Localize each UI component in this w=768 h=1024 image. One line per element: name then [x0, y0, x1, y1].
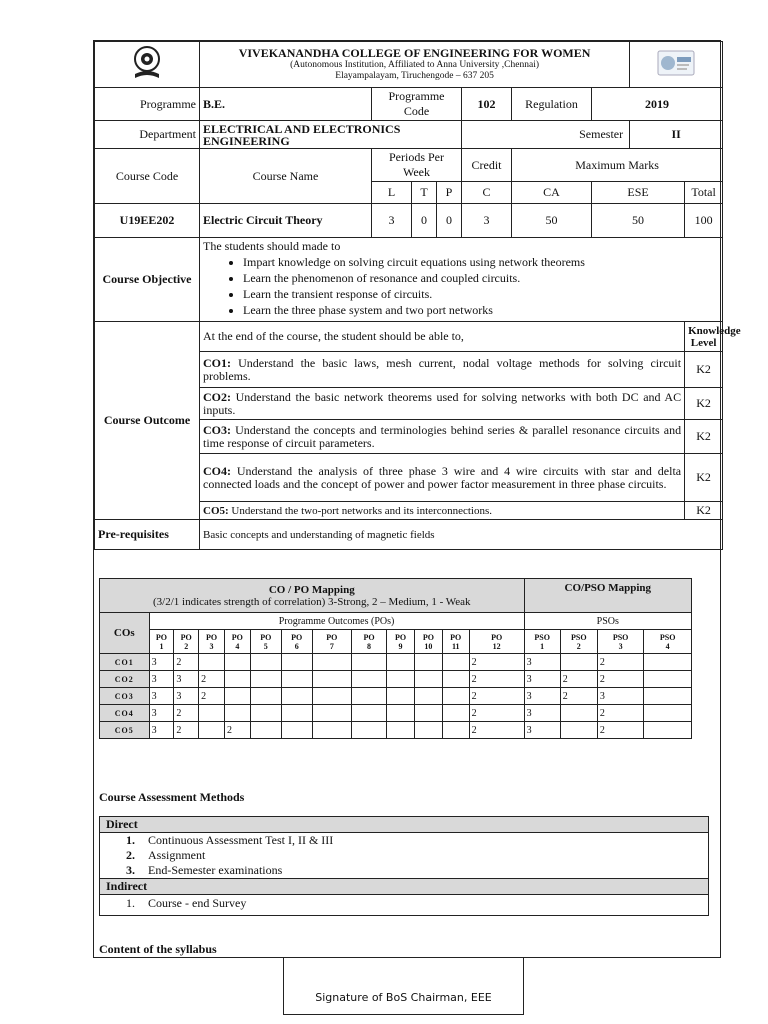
po-cell: 3 [149, 688, 174, 705]
pso-cell: 2 [560, 688, 597, 705]
outcome-co5: CO5: Understand the two-port networks and its interconnections. [200, 502, 685, 520]
po-cell [281, 654, 312, 671]
objective-item: • Impart knowledge on solving circuit equations using network theorems [243, 254, 719, 270]
po-cell: 2 [174, 654, 199, 671]
po-cell [250, 654, 281, 671]
periods-header: Periods Per Week [372, 149, 462, 182]
pso-cell: 3 [524, 654, 560, 671]
mapping-rows [100, 654, 692, 739]
credit-header: Credit [462, 149, 512, 182]
college-logo-cell [95, 42, 200, 88]
regulation-label: Regulation [512, 88, 592, 121]
direct-item: 1. Continuous Assessment Test I, II & III [126, 833, 334, 847]
po-cell: 2 [199, 688, 225, 705]
pso-header: PSO 4 [644, 630, 692, 654]
prerequisites-label: Pre-requisites [95, 520, 200, 550]
po-cell [250, 722, 281, 739]
objective-intro: The students should made to [203, 239, 341, 253]
po-cell [351, 688, 386, 705]
outcome-intro: At the end of the course, the student should be able to, [200, 322, 685, 352]
assessment-box [99, 816, 709, 916]
po-cell [442, 688, 469, 705]
pso-header: PSO 1 [524, 630, 560, 654]
po-cell [281, 671, 312, 688]
pso-cell: 2 [597, 722, 643, 739]
co-po-subtitle: (3/2/1 indicates strength of correlation) 3-Strong, 2 – Medium, 1 - Weak [153, 595, 471, 608]
semester-label: Semester [462, 121, 630, 149]
po-cell [281, 705, 312, 722]
course-ca: 50 [512, 204, 592, 238]
po-cell [351, 654, 386, 671]
assessment-title: Course Assessment Methods [99, 790, 245, 804]
programme-code-label: Programme Code [372, 88, 462, 121]
co-label: CO3 [100, 688, 150, 705]
direct-item: 3. End-Semester examinations [126, 863, 283, 877]
co-po-mapping-table [99, 578, 692, 739]
po-header: PO 11 [442, 630, 469, 654]
table-row [100, 654, 692, 671]
signature-label: Signature of BoS Chairman, EEE [315, 991, 492, 1004]
po-cell: 3 [149, 722, 174, 739]
outcome-co3-level: K2 [685, 420, 723, 454]
t-header: T [412, 182, 437, 204]
po-cell [442, 671, 469, 688]
po-cell: 2 [174, 705, 199, 722]
co-pso-title: CO/PSO Mapping [524, 579, 691, 613]
co-po-header [100, 579, 525, 613]
po-cell [281, 688, 312, 705]
po-cell [312, 671, 351, 688]
course-p: 0 [437, 204, 462, 238]
po-cell [387, 722, 415, 739]
po-cell [224, 654, 250, 671]
cos-header: COs [100, 613, 150, 654]
po-cell [414, 705, 442, 722]
po-cell [199, 705, 225, 722]
pso-cell [644, 705, 692, 722]
outcome-co2-level: K2 [685, 388, 723, 420]
outcome-co3: CO3: Understand the concepts and terminologies behind series & parallel resonance circuits and time response of circuit parameters. [200, 420, 685, 454]
pso-cell [644, 671, 692, 688]
course-objective [200, 238, 723, 322]
course-objective-label: Course Objective [95, 238, 200, 322]
course-code: U19EE202 [95, 204, 200, 238]
po-cell: 3 [174, 688, 199, 705]
po-header: PO 8 [351, 630, 386, 654]
department-value: ELECTRICAL AND ELECTRONICS ENGINEERING [200, 121, 462, 149]
pso-cell: 2 [560, 671, 597, 688]
po-header: PO 5 [250, 630, 281, 654]
po-cell [351, 671, 386, 688]
po-cell [312, 705, 351, 722]
p-header: P [437, 182, 462, 204]
ese-header: ESE [592, 182, 685, 204]
outcome-co2: CO2: Understand the basic network theorems used for solving networks with both DC and AC inputs. [200, 388, 685, 420]
ca-header: CA [512, 182, 592, 204]
po-cell [414, 654, 442, 671]
po-cell: 3 [174, 671, 199, 688]
college-address: Elayampalayam, Tiruchengode – 637 205 [335, 71, 494, 81]
po-cell: 2 [469, 705, 524, 722]
objective-item: • Learn the transient response of circuits. [243, 286, 719, 302]
pso-cell: 3 [597, 688, 643, 705]
course-t: 0 [412, 204, 437, 238]
pso-cell: 3 [524, 722, 560, 739]
outcome-co1-level: K2 [685, 352, 723, 388]
prerequisites-value: Basic concepts and understanding of magnetic fields [200, 520, 723, 550]
po-cell [351, 722, 386, 739]
po-cell [199, 722, 225, 739]
po-cell: 3 [149, 705, 174, 722]
pso-cell [644, 722, 692, 739]
outcome-co4-level: K2 [685, 454, 723, 502]
po-cell: 2 [199, 671, 225, 688]
po-header: PO 6 [281, 630, 312, 654]
course-code-header: Course Code [95, 149, 200, 204]
pso-cell [644, 688, 692, 705]
po-header: PO 1 [149, 630, 174, 654]
cert-logo-cell [630, 42, 723, 88]
pso-header: PSO 2 [560, 630, 597, 654]
table-row [100, 722, 692, 739]
outcome-co1: CO1: Understand the basic laws, mesh current, nodal voltage methods for solving circuit problems. [200, 352, 685, 388]
programme-label: Programme [95, 88, 200, 121]
po-cell [414, 722, 442, 739]
college-affiliation: (Autonomous Institution, Affiliated to Anna University ,Chennai) [290, 60, 540, 70]
po-cell [250, 671, 281, 688]
po-header: PO 4 [224, 630, 250, 654]
direct-item: 2. Assignment [126, 848, 206, 862]
po-cell [442, 705, 469, 722]
pso-cell: 3 [524, 671, 560, 688]
table-row [100, 688, 692, 705]
objective-item: • Learn the three phase system and two port networks [243, 302, 719, 318]
pso-cell: 2 [597, 705, 643, 722]
po-cell: 3 [149, 654, 174, 671]
course-total: 100 [685, 204, 723, 238]
po-cell [199, 654, 225, 671]
po-cell [387, 688, 415, 705]
total-header: Total [685, 182, 723, 204]
po-cell [224, 671, 250, 688]
po-header: PO 3 [199, 630, 225, 654]
po-cell [312, 722, 351, 739]
pso-cell: 3 [524, 688, 560, 705]
programme-code-value: 102 [462, 88, 512, 121]
po-cell [224, 688, 250, 705]
po-cell [312, 654, 351, 671]
table-row [100, 705, 692, 722]
table-row [100, 671, 692, 688]
knowledge-level-header: Knowledge Level [685, 322, 723, 352]
course-l: 3 [372, 204, 412, 238]
outcome-co4: CO4: Understand the analysis of three phase 3 wire and 4 wire circuits with star and delta connected loads and the concept of power and power factor measurement in three phase circuits. [200, 454, 685, 502]
pos-header: Programme Outcomes (POs) [149, 613, 524, 630]
pso-cell: 2 [597, 671, 643, 688]
course-c: 3 [462, 204, 512, 238]
po-cell [250, 688, 281, 705]
co-label: CO2 [100, 671, 150, 688]
course-name: Electric Circuit Theory [200, 204, 372, 238]
college-name: VIVEKANANDHA COLLEGE OF ENGINEERING FOR WOMEN [238, 46, 591, 60]
co-label: CO5 [100, 722, 150, 739]
po-header: PO 9 [387, 630, 415, 654]
po-header-row [100, 630, 692, 654]
po-cell [351, 705, 386, 722]
po-cell: 2 [469, 654, 524, 671]
outcome-co5-level: K2 [685, 502, 723, 520]
co-po-title: CO / PO Mapping [268, 583, 355, 596]
po-cell [281, 722, 312, 739]
pso-cell [560, 705, 597, 722]
pso-cell [644, 654, 692, 671]
po-cell: 2 [469, 722, 524, 739]
objective-item: • Learn the phenomenon of resonance and coupled circuits. [243, 270, 719, 286]
pso-cell: 3 [524, 705, 560, 722]
course-name-header: Course Name [200, 149, 372, 204]
course-outcome-label: Course Outcome [95, 322, 200, 520]
psos-header: PSOs [524, 613, 691, 630]
po-header: PO 2 [174, 630, 199, 654]
po-cell: 3 [149, 671, 174, 688]
l-header: L [372, 182, 412, 204]
po-cell [442, 654, 469, 671]
pso-header: PSO 3 [597, 630, 643, 654]
indirect-header: Indirect [100, 878, 708, 895]
po-cell: 2 [174, 722, 199, 739]
pso-cell [560, 722, 597, 739]
c-header: C [462, 182, 512, 204]
co-label: CO1 [100, 654, 150, 671]
po-cell: 2 [469, 688, 524, 705]
po-cell [414, 671, 442, 688]
po-cell: 2 [224, 722, 250, 739]
po-cell [312, 688, 351, 705]
po-cell [442, 722, 469, 739]
po-header: PO 12 [469, 630, 524, 654]
po-cell [387, 705, 415, 722]
pso-cell: 2 [597, 654, 643, 671]
programme-value: B.E. [200, 88, 372, 121]
pso-cell [560, 654, 597, 671]
po-cell [224, 705, 250, 722]
department-label: Department [95, 121, 200, 149]
po-cell: 2 [469, 671, 524, 688]
mapping-subheader-row [100, 613, 692, 630]
regulation-value: 2019 [592, 88, 723, 121]
po-header: PO 7 [312, 630, 351, 654]
co-label: CO4 [100, 705, 150, 722]
college-emblem-icon [129, 44, 165, 82]
po-header: PO 10 [414, 630, 442, 654]
direct-header: Direct [100, 817, 708, 833]
po-cell [250, 705, 281, 722]
signature-box [283, 957, 524, 1015]
course-header-table [94, 41, 741, 550]
course-ese: 50 [592, 204, 685, 238]
po-cell [387, 671, 415, 688]
college-header [200, 42, 630, 88]
syllabus-label: Content of the syllabus [99, 942, 217, 956]
max-marks-header: Maximum Marks [512, 149, 723, 182]
po-cell [414, 688, 442, 705]
po-cell [387, 654, 415, 671]
indirect-item: 1. Course - end Survey [126, 896, 247, 910]
semester-value: II [630, 121, 723, 149]
certification-badge-icon [656, 49, 696, 77]
